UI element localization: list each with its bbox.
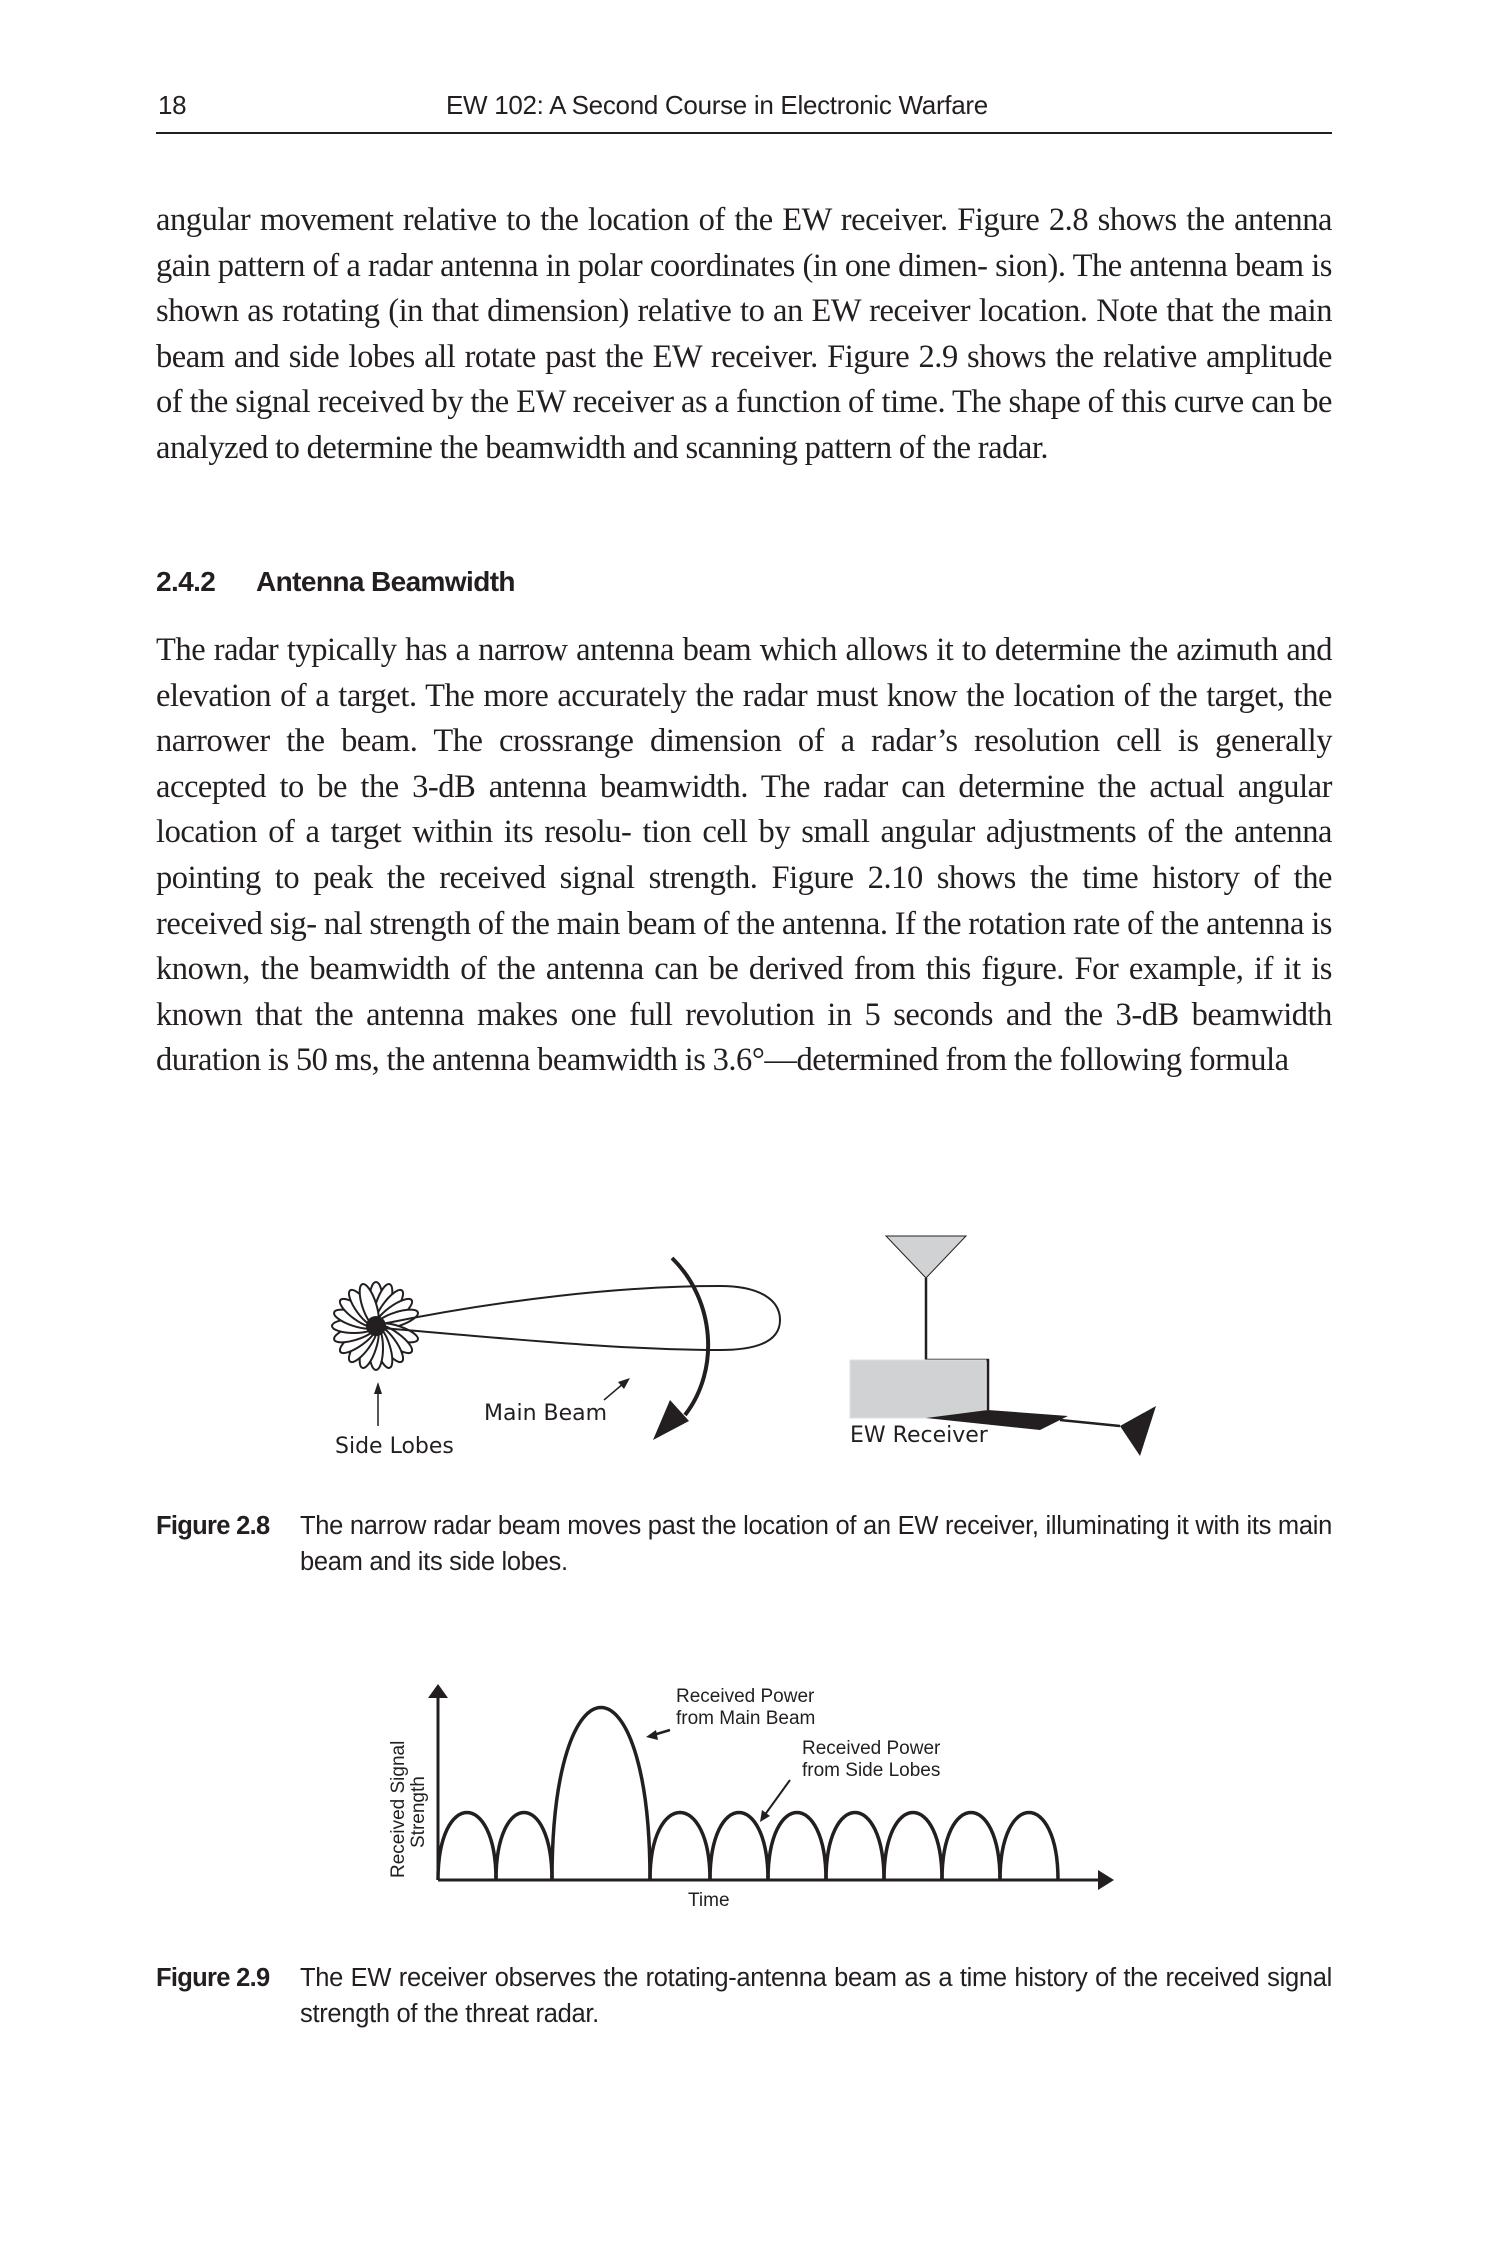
caption-text: The EW receiver observes the rotating-antenna beam as a time history of the received signal strength of the threat radar. bbox=[300, 1964, 1332, 2028]
y-axis-label-line2: Strength bbox=[408, 1776, 429, 1848]
side-lobes-annotation-line1: Received Power bbox=[802, 1738, 941, 1759]
running-header bbox=[156, 84, 1332, 124]
paragraph-text: The radar typically has a narrow antenna beam which allows it to determine the azimuth and elevation of a target. The more accurately the radar must know the location of the target, the narrower the beam. The crossrange dimension of a radar’s resolution cell is generally accepted to be the 3-dB antenna beamwidth. The radar can determine the actual angular location of a target within its resolu- tion cell by small angular adjustments of the antenna pointing to peak the received signal strength. Figure 2.10 shows the time history of the received sig- nal strength of the main beam of the antenna. If the rotation rate of the antenna is known, the beamwidth of the antenna can be derived from this figure. For example, if it is known that the antenna makes one full revolution in 5 seconds and the 3-dB beamwidth duration is 50 ms, the antenna beamwidth is 3.6°—determined from the following formula bbox=[156, 632, 1332, 1079]
page-number: 18 bbox=[158, 90, 187, 120]
side-lobes-annotation-line2: from Side Lobes bbox=[802, 1760, 941, 1781]
signal-curve bbox=[438, 1708, 1058, 1881]
figure-2-9-chart bbox=[370, 1670, 1130, 1920]
figure-2-8-caption bbox=[156, 1508, 1332, 1580]
side-lobes-label: Side Lobes bbox=[335, 1434, 454, 1459]
main-beam-annotation-line1: Received Power bbox=[676, 1686, 815, 1707]
figure-2-8-diagram bbox=[320, 1220, 1220, 1470]
header-rule bbox=[156, 132, 1332, 134]
y-axis-label-line1: Received Signal bbox=[388, 1740, 409, 1878]
section-number: 2.4.2 bbox=[156, 566, 216, 597]
caption-text: The narrow radar beam moves past the location of an EW receiver, illuminating it with its main beam and its side lobes. bbox=[300, 1512, 1332, 1576]
rotation-arrow-icon bbox=[672, 1258, 708, 1415]
main-beam-annotation-line2: from Main Beam bbox=[676, 1708, 816, 1729]
paragraph-text: angular movement relative to the location of the EW receiver. Figure 2.8 shows the antenna gain pattern of a radar antenna in polar coordinates (in one dimen- sion). The antenna beam is shown as rotating (in that dimension) relative to an EW receiver location. Note that the main beam and side lobes all rotate past the EW receiver. Figure 2.9 shows the relative amplitude of the signal received by the EW receiver as a function of time. The shape of this curve can be analyzed to determine the beamwidth and scanning pattern of the radar. bbox=[156, 202, 1332, 466]
main-beam-label: Main Beam bbox=[484, 1401, 608, 1426]
book-title: EW 102: A Second Course in Electronic Warfare bbox=[446, 90, 988, 120]
paragraph-beamwidth bbox=[156, 628, 1332, 1084]
x-axis-label: Time bbox=[688, 1890, 730, 1911]
caption-label: Figure 2.9 bbox=[156, 1964, 270, 1992]
caption-label: Figure 2.8 bbox=[156, 1512, 270, 1540]
side-lobes-pattern-icon bbox=[332, 1282, 420, 1370]
main-beam-lobe-icon bbox=[382, 1286, 780, 1350]
ew-receiver-label: EW Receiver bbox=[850, 1423, 988, 1448]
paragraph-intro bbox=[156, 198, 1332, 472]
section-title: Antenna Beamwidth bbox=[256, 566, 515, 597]
figure-2-9-caption bbox=[156, 1960, 1332, 2032]
section-heading bbox=[156, 566, 515, 598]
